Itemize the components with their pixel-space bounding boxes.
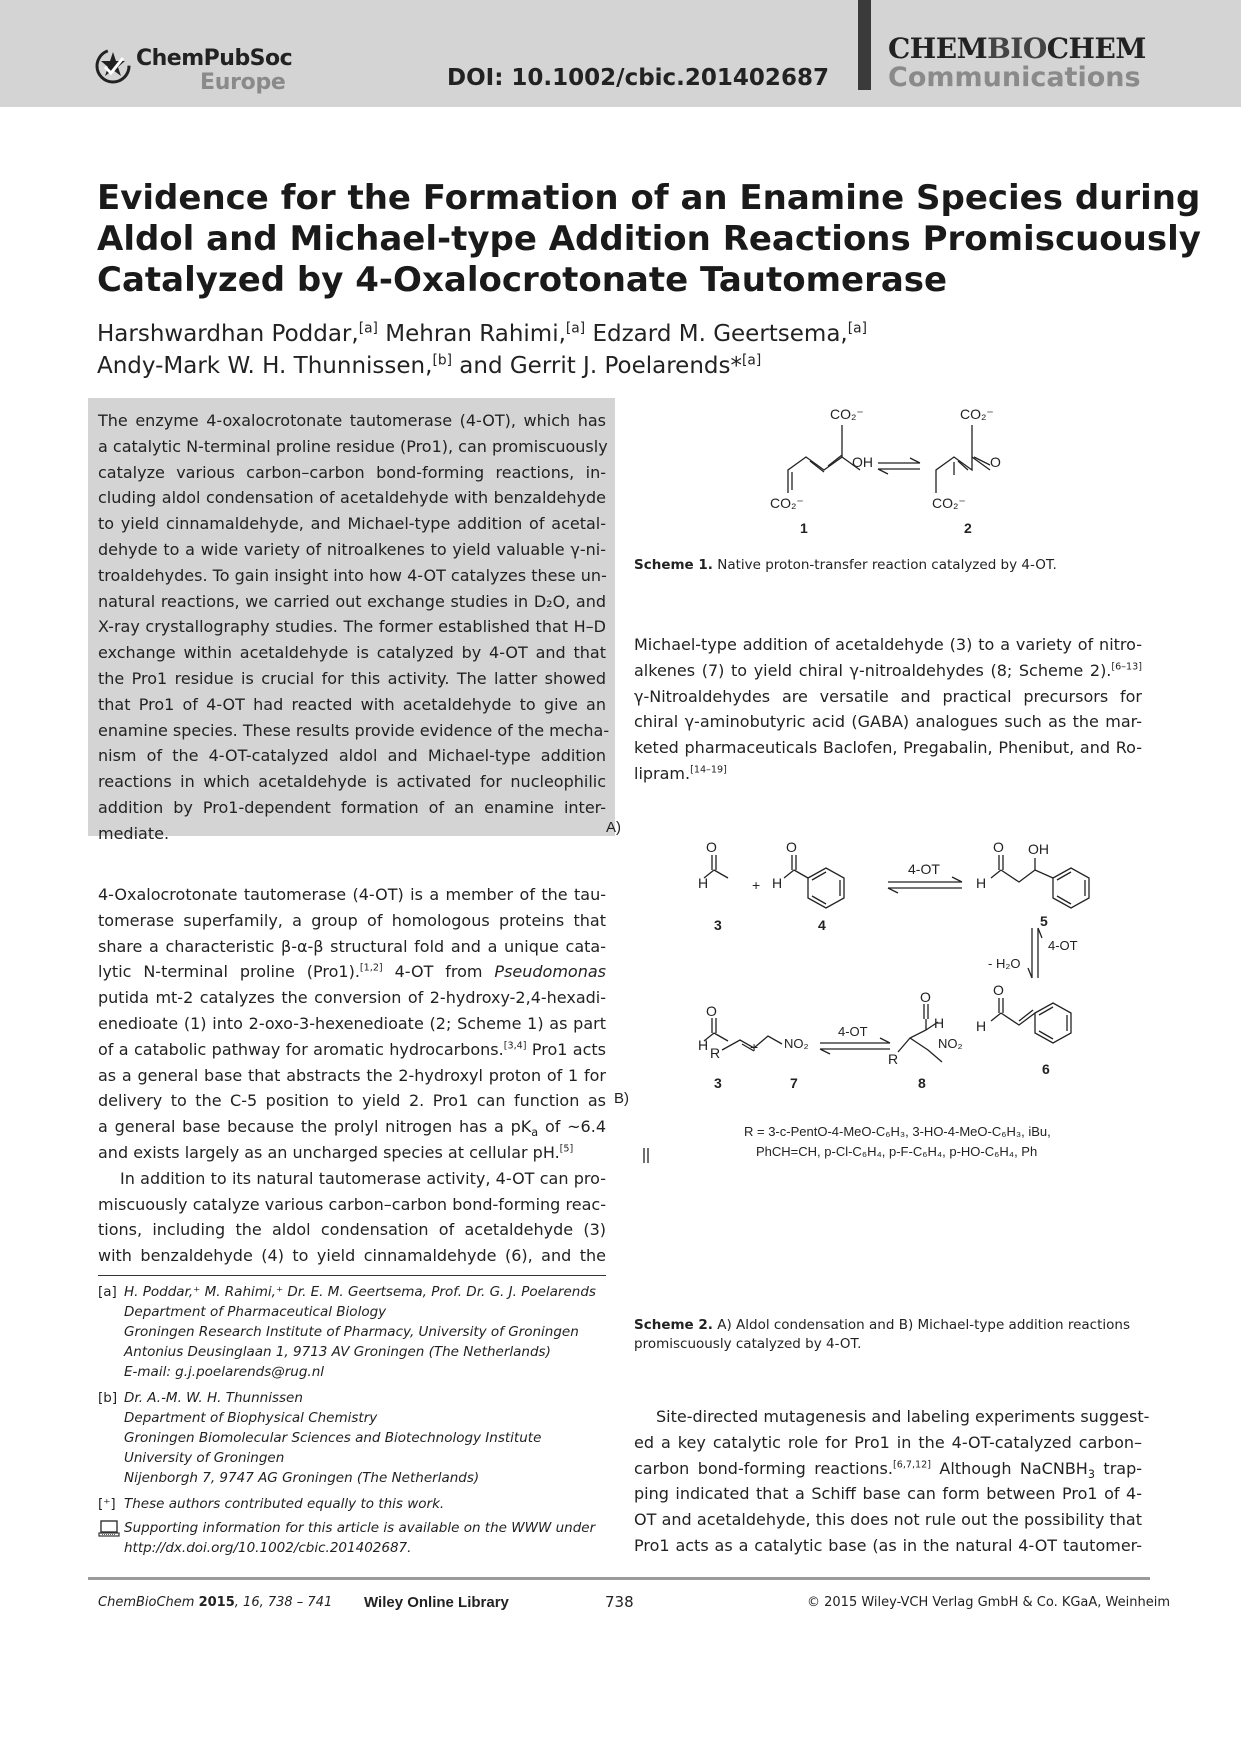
body-line xyxy=(98,1114,606,1140)
plus-sign: + xyxy=(750,1039,759,1055)
affiliation-tag: [a] xyxy=(98,1284,117,1300)
body-line xyxy=(634,1456,1142,1482)
title-line: Evidence for the Formation of an Enamine Species during xyxy=(97,178,1201,218)
affiliation-mark: [a] xyxy=(741,352,762,369)
body-line xyxy=(634,761,1142,787)
author: Edzard M. Geertsema, xyxy=(585,321,848,347)
compound-number: 6 xyxy=(1042,1061,1050,1077)
abstract-line: exchange within acetaldehyde is catalyzed by 4-OT and that xyxy=(98,643,606,663)
title-line: Catalyzed by 4-Oxalocrotonate Tautomerase xyxy=(97,260,948,300)
affiliation-line: Groningen Research Institute of Pharmacy, University of Groningen xyxy=(124,1324,579,1340)
body-text: lipram. xyxy=(634,763,691,783)
body-text: of ~6.4 xyxy=(538,1117,606,1137)
body-line: tomerase superfamily, a group of homologous proteins that xyxy=(98,910,606,930)
publisher-name: ChemPubSoc xyxy=(136,46,293,71)
copyright: © 2015 Wiley-VCH Verlag GmbH & Co. KGaA, Weinheim xyxy=(807,1595,1171,1610)
atom-label: H xyxy=(698,1037,709,1053)
body-column-right-bottom xyxy=(634,1404,1150,1559)
compound-number: 5 xyxy=(1040,913,1048,929)
scheme-2 xyxy=(606,818,1140,1298)
atom-label: O xyxy=(993,839,1004,855)
body-line: γ-Nitroaldehydes are versatile and practical precursors for xyxy=(634,686,1142,706)
body-text: a general base because the prolyl nitrogen has a pK xyxy=(98,1117,532,1137)
footnote-text: These authors contributed equally to this work. xyxy=(124,1496,445,1512)
carbonyl-label: O xyxy=(990,454,1001,470)
abstract xyxy=(98,408,610,847)
body-line xyxy=(98,1037,606,1063)
affiliation-line: Antonius Deusinglaan 1, 9713 AV Groningen (The Netherlands) xyxy=(124,1344,551,1360)
atom-label: H xyxy=(698,875,709,891)
body-line: with benzaldehyde (4) to yield cinnamaldehyde (6), and the xyxy=(98,1246,606,1266)
scheme-1 xyxy=(760,395,1020,545)
supporting-info-note xyxy=(98,1518,618,1558)
affiliation-mark: [a] xyxy=(358,320,378,337)
enzyme-label: 4-OT xyxy=(908,861,940,877)
abstract-line: nism of the 4-OT-catalyzed aldol and Michael-type addition xyxy=(98,746,606,766)
carboxylate-label: CO₂⁻ xyxy=(770,495,804,511)
body-line xyxy=(98,959,606,985)
author-line xyxy=(97,350,1157,382)
citation: [1,2] xyxy=(359,963,383,975)
si-link[interactable]: http://dx.doi.org/10.1002/cbic.201402687. xyxy=(124,1540,412,1556)
body-column-right-top xyxy=(634,632,1142,787)
journal-name-part: BIO xyxy=(987,32,1047,65)
atom-label: O xyxy=(786,839,797,855)
part-label: A) xyxy=(606,819,621,836)
body-line xyxy=(634,658,1142,684)
group-label: NO₂ xyxy=(784,1036,809,1051)
atom-label: OH xyxy=(1028,841,1049,857)
affiliation-line: H. Poddar,⁺ M. Rahimi,⁺ Dr. E. M. Geertsema, Prof. Dr. G. J. Poelarends xyxy=(124,1284,596,1300)
affiliation-line: Dr. A.-M. W. H. Thunnissen xyxy=(124,1390,303,1406)
enzyme-label: 4-OT xyxy=(1048,938,1078,953)
volume-pages: , 16, 738 – 741 xyxy=(234,1595,333,1610)
body-line: chiral γ-aminobutyric acid (GABA) analogues such as the mar- xyxy=(634,712,1142,732)
computer-icon xyxy=(98,1520,120,1538)
doi: DOI: 10.1002/cbic.201402687 xyxy=(447,65,829,91)
citation: [6,7,12] xyxy=(892,1459,931,1471)
body-line: Michael-type addition of acetaldehyde (3) to a variety of nitro- xyxy=(634,635,1142,654)
compound-number: 3 xyxy=(714,1075,722,1091)
body-text: Pro1 acts xyxy=(526,1039,606,1059)
author: and Gerrit J. Poelarends* xyxy=(451,353,742,379)
body-line: keted pharmaceuticals Baclofen, Pregabalin, Phenibut, and Ro- xyxy=(634,738,1142,758)
condition-label: - H₂O xyxy=(988,956,1021,971)
body-text: Although NaCNBH xyxy=(930,1458,1088,1478)
body-line: enedioate (1) into 2-oxo-3-hexenedioate (2; Scheme 1) as part xyxy=(98,1013,606,1033)
scheme-2-caption xyxy=(634,1316,1134,1354)
affiliation-line: University of Groningen xyxy=(124,1450,285,1466)
year: 2015 xyxy=(198,1595,235,1610)
body-text: of a catabolic pathway for aromatic hydrocarbons. xyxy=(98,1039,504,1059)
citation: [6–13] xyxy=(1111,661,1142,673)
abstract-line: mediate. xyxy=(98,823,170,843)
hydroxyl-label: OH xyxy=(852,454,873,470)
star-seal-icon xyxy=(96,46,134,86)
body-line xyxy=(98,1140,606,1166)
publisher-region: Europe xyxy=(200,70,286,95)
equal-contribution-note xyxy=(98,1494,618,1514)
abstract-line: The enzyme 4-oxalocrotonate tautomerase (4-OT), which has xyxy=(98,411,606,430)
abstract-line: to yield cinnamaldehyde, and Michael-type addition of acetal- xyxy=(98,514,606,534)
plus-sign: + xyxy=(752,877,761,893)
compound-number: 1 xyxy=(800,520,808,536)
abstract-line: troaldehydes. To gain insight into how 4-OT catalyzes these un- xyxy=(98,565,607,585)
body-line: ping indicated that a Schiff base can form between Pro1 of 4- xyxy=(634,1484,1142,1504)
atom-label: O xyxy=(706,839,717,855)
atom-label: O xyxy=(993,982,1004,998)
footnote-text: Supporting information for this article is available on the WWW under xyxy=(124,1520,596,1536)
affiliation-tag: [b] xyxy=(98,1390,118,1406)
body-text: trap- xyxy=(1094,1458,1143,1478)
wiley-online-library-link[interactable]: Wiley Online Library xyxy=(364,1594,509,1611)
journal-name-part: CHEM xyxy=(1046,32,1146,65)
article-title xyxy=(97,178,1201,301)
enzyme-label: 4-OT xyxy=(838,1024,868,1039)
affiliation-mark: [b] xyxy=(432,352,452,369)
abstract-line: reactions in which acetaldehyde is activated for nucleophilic xyxy=(98,772,606,792)
page-number: 738 xyxy=(605,1593,634,1611)
compound-number: 7 xyxy=(790,1075,798,1091)
abstract-line: the Pro1 residue is crucial for this activity. The latter showed xyxy=(98,668,606,688)
subscript: a xyxy=(531,1126,539,1140)
body-line: Pro1 acts as a catalytic base (as in the natural 4-OT tautomer- xyxy=(634,1535,1142,1555)
body-text: lytic N-terminal proline (Pro1). xyxy=(98,962,360,982)
abstract-line: addition by Pro1-dependent formation of an enamine inter- xyxy=(98,797,606,817)
body-text: alkenes (7) to yield chiral γ-nitroaldehydes (8; Scheme 2). xyxy=(634,660,1112,680)
affiliation-a xyxy=(98,1282,618,1382)
footer-rule xyxy=(88,1577,1150,1580)
compound-number: 4 xyxy=(818,917,826,933)
abstract-line: a catalytic N-terminal proline residue (Pro1), can promiscuously xyxy=(98,436,608,456)
body-line: tions, including the aldol condensation of acetaldehyde (3) xyxy=(98,1220,606,1240)
title-line: Aldol and Michael-type Addition Reactions Promiscuously xyxy=(97,219,1201,259)
email-link[interactable]: E-mail: g.j.poelarends@rug.nl xyxy=(124,1364,325,1380)
subscript: 3 xyxy=(1087,1467,1095,1481)
atom-label: H xyxy=(772,875,783,891)
caption-label: Scheme 2. xyxy=(634,1317,713,1333)
atom-label: H xyxy=(976,1018,987,1034)
body-text: carbon bond-forming reactions. xyxy=(634,1458,893,1478)
substituent-list: PhCH=CH, p-Cl-C₆H₄, p-F-C₆H₄, p-HO-C₆H₄, Ph xyxy=(756,1144,1038,1159)
body-line: ed a key catalytic role for Pro1 in the 4-OT-catalyzed carbon– xyxy=(634,1432,1142,1452)
atom-label: O xyxy=(920,989,931,1005)
body-column-left xyxy=(98,882,606,1269)
affiliation-line: Groningen Biomolecular Sciences and Biotechnology Institute xyxy=(124,1430,542,1446)
journal-name-part: CHEM xyxy=(888,32,988,65)
citation-line xyxy=(98,1595,332,1610)
affiliation-b xyxy=(98,1388,618,1488)
body-line: OT and acetaldehyde, this does not rule out the possibility that xyxy=(634,1510,1142,1530)
caption-text: A) Aldol condensation and B) Michael-type addition reactions xyxy=(712,1317,1131,1333)
caption-text: Native proton-transfer reaction catalyzed by 4-OT. xyxy=(712,557,1057,573)
atom-label: R xyxy=(888,1051,899,1067)
body-line: miscuously catalyze various carbon–carbon bond-forming reac- xyxy=(98,1194,606,1214)
carboxylate-label: CO₂⁻ xyxy=(960,406,994,422)
atom-label: H xyxy=(976,875,987,891)
affiliation-mark: [a] xyxy=(565,320,586,337)
atom-label: O xyxy=(706,1003,717,1019)
compound-number: 3 xyxy=(714,917,722,933)
carboxylate-label: CO₂⁻ xyxy=(932,495,966,511)
affiliation-mark: [a] xyxy=(847,320,867,337)
body-line: delivery to the C-5 position to yield 2. Pro1 can function as xyxy=(98,1091,606,1111)
caption-line: promiscuously catalyzed by 4-OT. xyxy=(634,1336,862,1352)
citation: [14–19] xyxy=(690,764,727,776)
part-label: B) xyxy=(614,1090,629,1107)
compound-number: 2 xyxy=(964,520,972,536)
abstract-line: catalyze various carbon–carbon bond-forming reactions, in- xyxy=(98,462,606,482)
author-list xyxy=(97,318,1157,382)
journal-name xyxy=(888,32,1146,65)
abstract-line: that Pro1 of 4-OT had reacted with acetaldehyde to give an xyxy=(98,694,606,714)
author-line xyxy=(97,318,1157,350)
compound-number: 8 xyxy=(918,1075,926,1091)
affiliations xyxy=(98,1282,618,1558)
citation: [3,4] xyxy=(503,1040,527,1052)
page-header xyxy=(0,0,1241,107)
body-line: 4-Oxalocrotonate tautomerase (4-OT) is a member of the tau- xyxy=(98,885,606,904)
body-line: In addition to its natural tautomerase activity, 4-OT can pro- xyxy=(120,1168,606,1188)
journal-abbrev: ChemBioChem xyxy=(98,1595,195,1610)
scheme-1-caption xyxy=(634,556,1057,575)
body-line: Site-directed mutagenesis and labeling experiments suggest- xyxy=(656,1407,1150,1426)
carboxylate-label: CO₂⁻ xyxy=(830,406,864,422)
citation: [5] xyxy=(559,1143,574,1155)
substituent-list: R = 3-c-PentO-4-MeO-C₆H₃, 3-HO-4-MeO-C₆H₃, iBu, xyxy=(744,1124,1051,1139)
body-line: share a characteristic β-α-β structural fold and a unique cata- xyxy=(98,936,606,956)
group-label: NO₂ xyxy=(938,1036,963,1051)
body-line: as a general base that abstracts the 2-hydroxyl proton of 1 for xyxy=(98,1065,606,1085)
journal-bar xyxy=(858,0,871,90)
author: Andy-Mark W. H. Thunnissen, xyxy=(97,353,433,379)
author: Mehran Rahimi, xyxy=(377,321,566,347)
atom-label: H xyxy=(934,1015,945,1031)
body-text: 4-OT from xyxy=(382,962,495,982)
body-text: and exists largely as an uncharged species at cellular pH. xyxy=(98,1142,560,1162)
chempubsoc-logo xyxy=(96,46,296,96)
abstract-line: enamine species. These results provide evidence of the mecha- xyxy=(98,720,610,740)
footnote-tag: [⁺] xyxy=(98,1496,116,1512)
affiliation-line: Department of Pharmaceutical Biology xyxy=(124,1304,387,1320)
affiliation-line: Nijenborgh 7, 9747 AG Groningen (The Netherlands) xyxy=(124,1470,480,1486)
body-line: putida mt-2 catalyzes the conversion of 2-hydroxy-2,4-hexadi- xyxy=(98,988,606,1008)
footnote-rule xyxy=(98,1275,606,1276)
caption-label: Scheme 1. xyxy=(634,557,713,573)
caption-line xyxy=(634,1316,1134,1335)
abstract-line: cluding aldol condensation of acetaldehyde with benzaldehyde xyxy=(98,488,606,508)
abstract-line: X-ray crystallography studies. The former established that H–D xyxy=(98,617,606,637)
author: Harshwardhan Poddar, xyxy=(97,321,359,347)
affiliation-line: Department of Biophysical Chemistry xyxy=(124,1410,378,1426)
abstract-line: natural reactions, we carried out exchange studies in D₂O, and xyxy=(98,591,606,611)
article-section: Communications xyxy=(888,62,1141,93)
atom-label: R xyxy=(710,1045,721,1061)
species-name: Pseudomonas xyxy=(494,962,606,982)
abstract-line: dehyde to a wide variety of nitroalkenes to yield valuable γ-ni- xyxy=(98,539,606,559)
